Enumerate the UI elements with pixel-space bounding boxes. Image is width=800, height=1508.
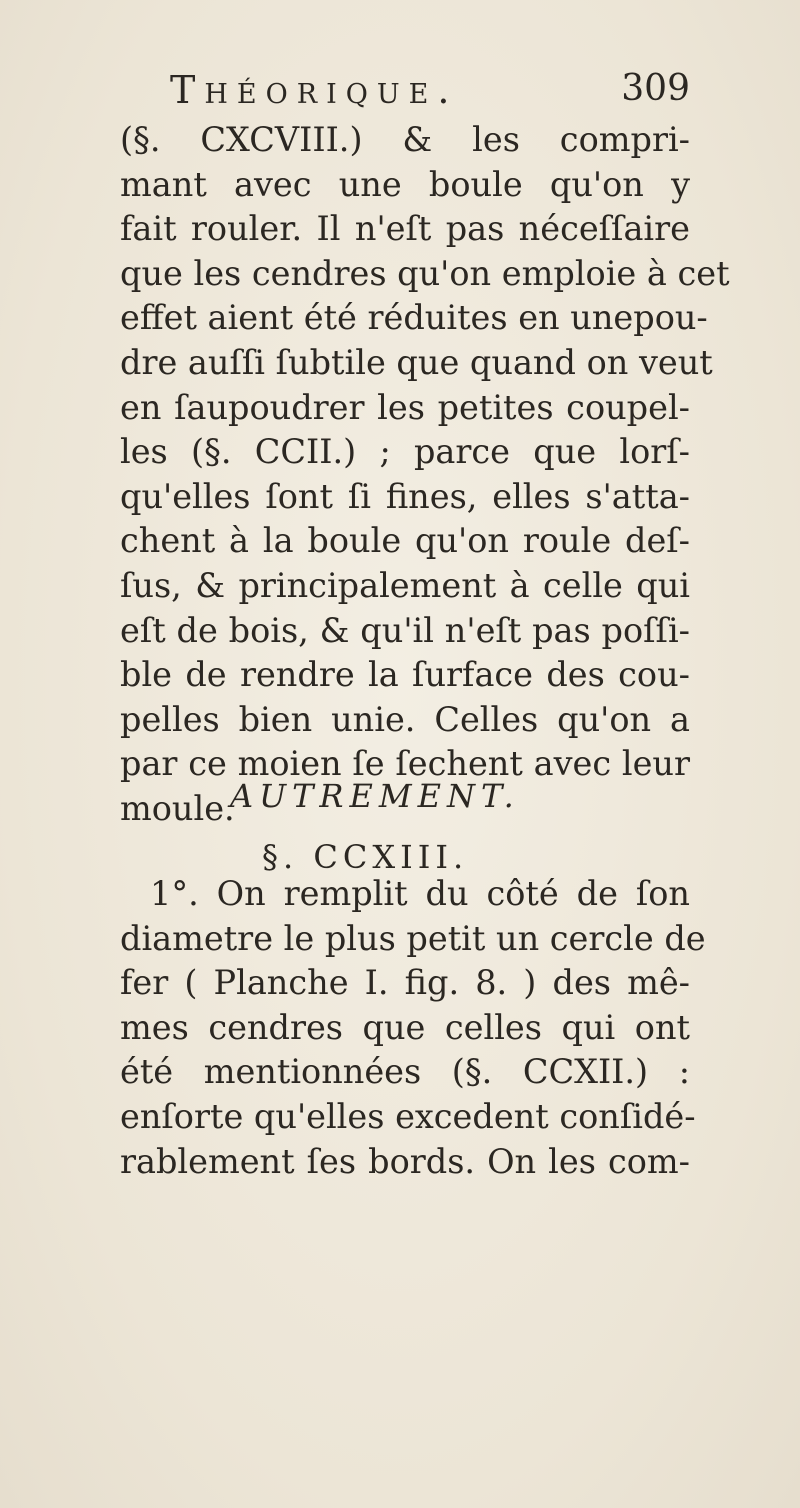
text-line: pelles bien unie. Celles qu'on a [120,699,690,739]
text-line: les (§. CCII.) ; parce que lorſ- [120,432,690,472]
text-line: fer ( Planche I. fig. 8. ) des mê- [120,963,690,1003]
text-line: par ce moien ſe ſechent avec leur [120,744,690,784]
text-line: enſorte qu'elles excedent conſidé- [120,1096,696,1136]
text-line: moule. [120,788,235,828]
text-line: 1°. On remplit du côté de ſon [150,874,690,913]
text-line: chent à la boule qu'on roule deſ- [120,521,690,561]
text-line: en ſaupoudrer les petites coupel- [120,387,690,427]
page-number: 309 [621,68,690,109]
text-line: qu'elles ſont ſi fines, elles s'atta- [120,476,690,516]
text-line: eſt de bois, & qu'il n'eſt pas poſſi- [120,610,690,650]
page-header [170,68,690,118]
text-line: rablement ſes bords. On les com- [120,1141,690,1181]
paragraph-continued [120,118,730,832]
text-line: effet aient été réduites en unepou- [120,298,708,338]
text-line: mes cendres que celles qui ont [120,1007,690,1047]
section-heading: AUTREMENT. [230,777,520,815]
text-line: fait rouler. Il n'eſt pas néceſſaire [120,209,690,249]
text-line: dre auſſi ſubtile que quand on veut [120,342,713,382]
section-number: §. CCXIII. [262,838,469,876]
text-line: ſus, & principalement à celle qui [120,565,690,605]
text-line: ble de rendre la ſurface des cou- [120,655,690,695]
paragraph-section [120,872,706,1184]
text-line: (§. CXCVIII.) & les compri- [120,120,690,159]
text-line: que les cendres qu'on emploie à cet [120,253,730,293]
text-line: mant avec une boule qu'on y [120,164,690,204]
text-line: été mentionnées (§. CCXII.) : [120,1052,690,1092]
text-line: diametre le plus petit un cercle de [120,918,706,958]
running-title: Théorique. [170,68,459,112]
